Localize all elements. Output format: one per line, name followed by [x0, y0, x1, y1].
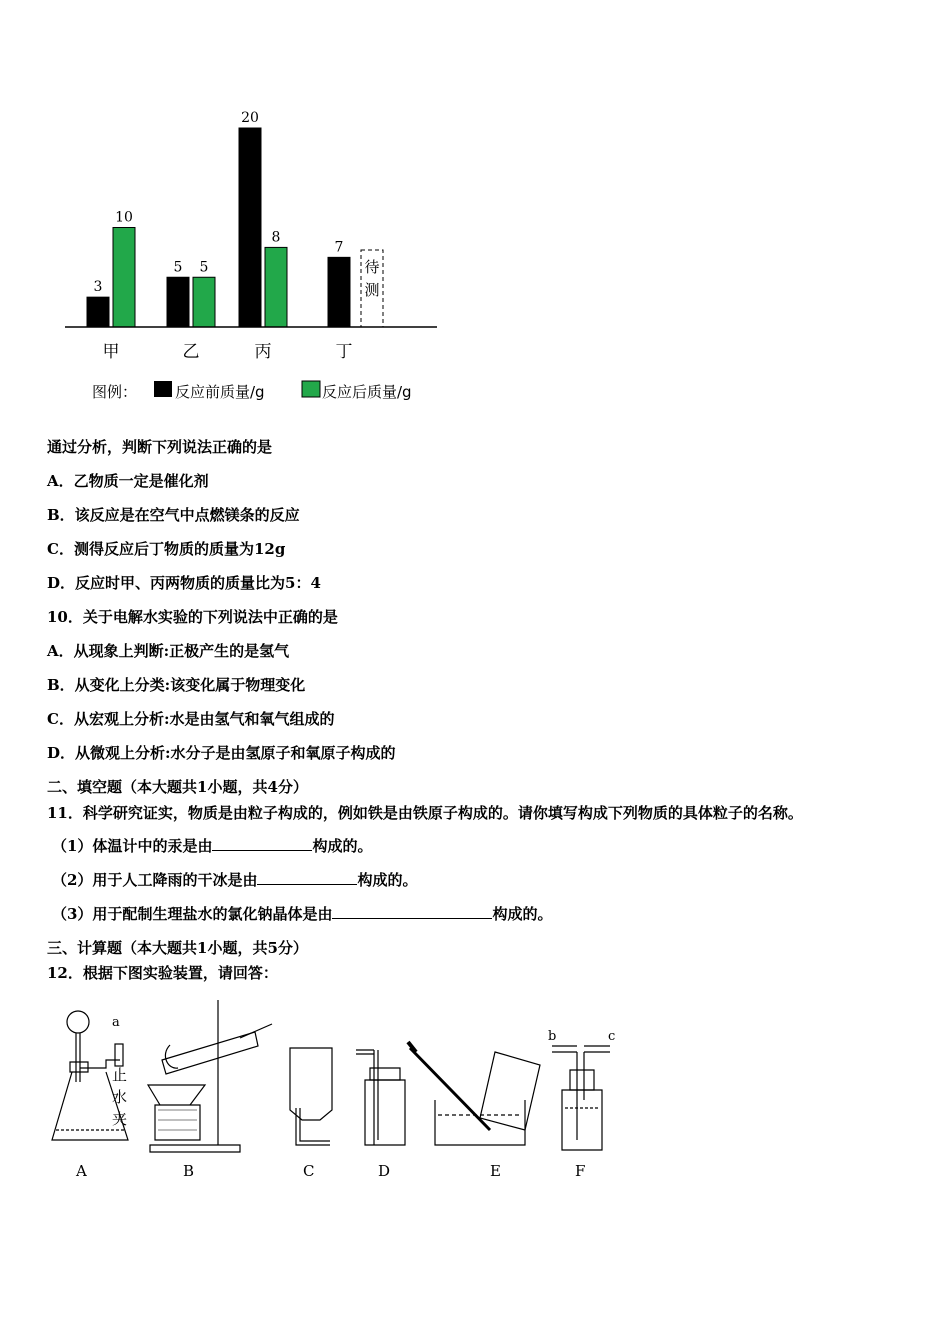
- bar-before-1: [167, 277, 189, 327]
- q11-part3-suffix: 构成的。: [492, 905, 553, 923]
- bar-before-3: [328, 257, 350, 327]
- q11-part1-suffix: 构成的。: [312, 837, 373, 855]
- label-B: B: [183, 1162, 195, 1180]
- mass-bar-chart: [40, 100, 460, 410]
- bar-value-label: 20: [241, 110, 259, 126]
- clamp-text-3: 夹: [112, 1110, 128, 1128]
- label-c-small: c: [608, 1029, 616, 1044]
- label-F: F: [575, 1162, 586, 1180]
- q10-stem: 10．关于电解水实验的下列说法中正确的是: [47, 608, 338, 626]
- label-A: A: [76, 1162, 87, 1180]
- category-label: 甲: [102, 342, 120, 362]
- label-C: C: [303, 1162, 315, 1180]
- q9-option-a: A．乙物质一定是催化剂: [47, 472, 209, 490]
- legend-swatch-before: [154, 381, 172, 397]
- section2-heading: 二、填空题（本大题共1小题，共4分）: [47, 778, 308, 796]
- q11-part2-blank[interactable]: [257, 870, 357, 885]
- legend-label-after: 反应后质量/g: [322, 383, 412, 401]
- legend-swatch-after: [302, 381, 320, 397]
- legend-prefix: 图例：: [92, 383, 138, 401]
- bar-value-label: 3: [93, 279, 103, 296]
- apparatus-d: [356, 1050, 405, 1180]
- bar-value-label: 5: [199, 259, 209, 276]
- bar-after-0: [113, 228, 135, 328]
- bar-value-label: 5: [173, 259, 183, 276]
- apparatus-e: [408, 1042, 540, 1180]
- bar-value-label: 10: [115, 209, 133, 226]
- q12-stem: 12．根据下图实验装置，请回答：: [47, 964, 278, 982]
- q11-part3: [52, 903, 552, 924]
- q11-part3-prefix: （3）用于配制生理盐水的氯化钠晶体是由: [52, 905, 333, 923]
- q10-option-d: D．从微观上分析:水分子是由氢原子和氧原子构成的: [47, 744, 396, 762]
- apparatus-b: [148, 1000, 272, 1180]
- apparatus-f: [548, 1029, 615, 1180]
- q10-option-a: A．从现象上判断:正极产生的是氢气: [47, 642, 290, 660]
- bar-after-1: [193, 277, 215, 327]
- q9-option-b: B．该反应是在空气中点燃镁条的反应: [47, 506, 300, 524]
- q11-part2-prefix: （2）用于人工降雨的干冰是由: [52, 871, 258, 889]
- label-a-small: a: [112, 1015, 120, 1030]
- q9-option-d: D．反应时甲、丙两物质的质量比为5：4: [47, 574, 321, 592]
- label-D: D: [378, 1162, 391, 1180]
- section3-heading: 三、计算题（本大题共1小题，共5分）: [47, 939, 308, 957]
- q10-option-b: B．从变化上分类:该变化属于物理变化: [47, 676, 306, 694]
- category-label: 丙: [254, 342, 272, 362]
- pending-label-1: 待: [364, 258, 380, 276]
- bar-after-2: [265, 247, 287, 327]
- category-label: 丁: [335, 342, 353, 362]
- q11-part1-prefix: （1）体温计中的汞是由: [52, 837, 213, 855]
- apparatus-a: [52, 1011, 128, 1180]
- q11-stem: 11．科学研究证实，物质是由粒子构成的，例如铁是由铁原子构成的。请你填写构成下列物质的具体粒子的名称。: [47, 804, 803, 822]
- legend-label-before: 反应前质量/g: [175, 383, 265, 401]
- apparatus-c: [290, 1048, 332, 1180]
- bar-before-2: [239, 128, 261, 327]
- q11-part1: [52, 835, 372, 856]
- clamp-text-1: 止: [112, 1066, 128, 1084]
- label-E: E: [490, 1162, 501, 1180]
- q10-option-c: C．从宏观上分析:水是由氢气和氧气组成的: [47, 710, 335, 728]
- q11-part2: [52, 869, 417, 890]
- clamp-text-2: 水: [112, 1088, 128, 1106]
- q11-part1-blank[interactable]: [212, 836, 312, 851]
- pending-label-2: 测: [364, 281, 380, 299]
- q9-option-c: C．测得反应后丁物质的质量为12g: [47, 540, 286, 558]
- q9-stem: 通过分析，判断下列说法正确的是: [47, 438, 273, 456]
- bar-value-label: 7: [334, 239, 344, 256]
- apparatus-figure: [40, 990, 640, 1185]
- bar-value-label: 8: [271, 229, 281, 246]
- bar-before-0: [87, 297, 109, 327]
- label-b-small: b: [548, 1029, 557, 1044]
- q11-part2-suffix: 构成的。: [357, 871, 418, 889]
- category-label: 乙: [182, 342, 200, 362]
- q11-part3-blank[interactable]: [332, 904, 492, 919]
